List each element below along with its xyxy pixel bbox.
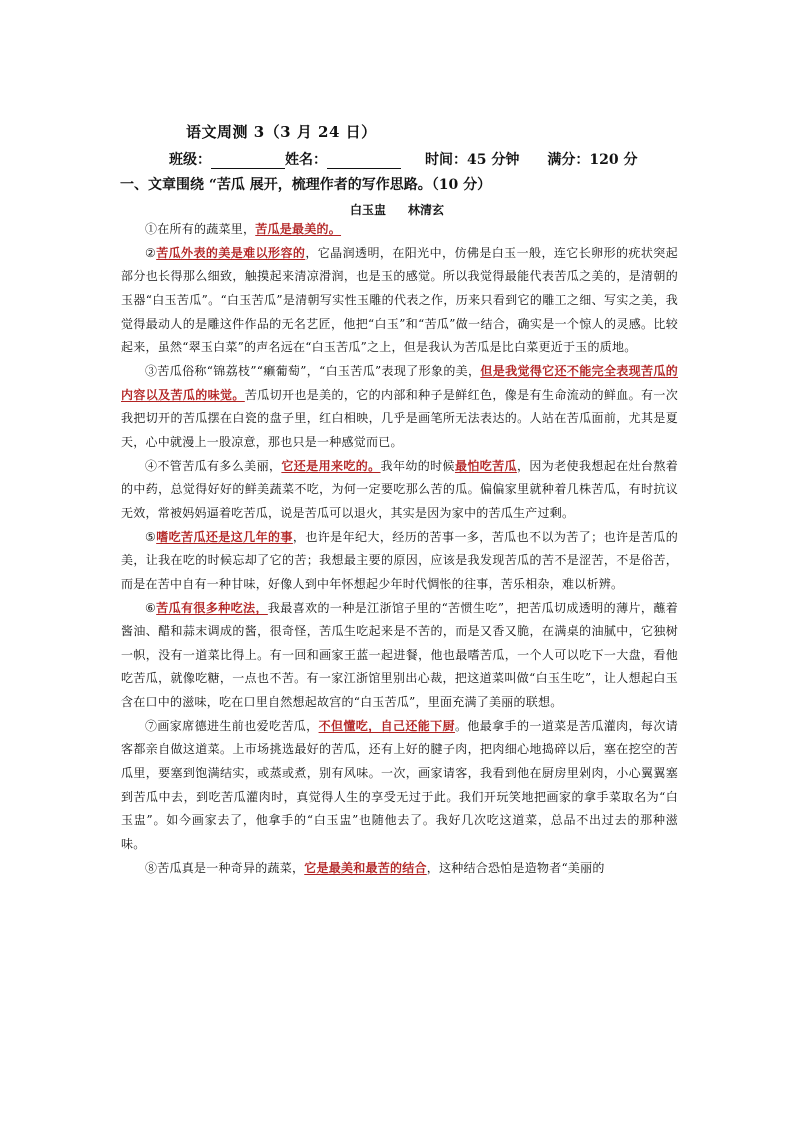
paragraph-text: 。他最拿手的一道菜是苦瓜灌肉，每次请客都亲自做这道菜。上市场挑选最好的苦瓜，还有上好的腱子肉，把肉细心地捣碎以后，塞在挖空的苦瓜里，要塞到饱满结实，或蒸或煮，别有风味。一次，画家请客，我看到他在厨房里剁肉，小心翼翼塞到苦瓜中去，到吃苦瓜灌肉时，真觉得人生的享受无过于此。我们开玩笑地把画家的拿手菜取名为“白玉盅”。如今画家去了，他拿手的“白玉盅”也随他去了。我好几次吃这道菜，总品不出过去的那种滋味。 <box>121 718 678 852</box>
question-prompt: 一、文章围绕 “苦瓜 展开，梳理作者的写作思路。（10 分） <box>120 177 492 193</box>
time-info: 时间：45 分钟 <box>425 152 520 168</box>
highlighted-phrase: 它还是用来吃的。 <box>281 458 381 473</box>
highlighted-phrase: 苦瓜有很多种吃法， <box>156 600 268 615</box>
highlighted-phrase: 苦瓜是最美的。 <box>255 222 342 236</box>
paragraph-text: ⑤ <box>145 529 157 544</box>
essay-paragraph <box>121 715 678 857</box>
paragraph-text: 我年幼的时候 <box>380 458 455 473</box>
essay-title: 白玉盅 <box>349 203 386 217</box>
info-row <box>169 149 637 169</box>
paragraph-text: ，也许是年纪大，经历的苦事一多，苦瓜也不以为苦了；也许是苦瓜的美，让我在吃的时候忘却了它的苦；我想最主要的原因，应该是我发现苦瓜的苦不是涩苦，不是俗苦，而是在苦中自有一种甘味，好像人到中年怀想起少年时代惆怅的往事，苦乐相杂，难以析辨。 <box>121 529 678 591</box>
essay-paragraph <box>121 597 678 715</box>
essay-paragraph <box>121 857 678 881</box>
highlighted-phrase: 最怕吃苦瓜 <box>454 458 517 473</box>
essay-paragraph <box>121 242 678 360</box>
paragraph-text: ④不管苦瓜有多么美丽， <box>145 458 282 473</box>
paragraph-text: ⑥ <box>145 600 157 615</box>
essay-paragraph <box>121 218 678 242</box>
highlighted-phrase: 苦瓜外表的美是难以形容的 <box>156 245 306 260</box>
highlighted-phrase: 它是最美和最苦的结合 <box>304 860 427 875</box>
paragraph-text: ，因为老使我想起在灶台熬着的中药，总觉得好好的鲜美蔬菜不吃，为何一定要吃那么苦的瓜。偏偏家里就种着几株苦瓜，有时抗议无效，常被妈妈逼着吃苦瓜，说是苦瓜可以退火，其实是因为家中的苦瓜生产过剩。 <box>121 458 678 520</box>
score-info: 满分：120 分 <box>547 152 638 168</box>
essay-paragraph <box>121 360 678 455</box>
name-label: 姓名： <box>285 152 327 168</box>
class-label: 班级： <box>169 152 211 168</box>
highlighted-phrase: 嗜吃苦瓜还是这几年的事 <box>156 529 293 544</box>
name-field[interactable] <box>327 154 401 169</box>
paragraph-text: 苦瓜切开也是美的，它的内部和种子是鲜红色，像是有生命流动的鲜血。有一次我把切开的苦瓜摆在白瓷的盘子里，红白相映，几乎是画笔所无法表达的。人站在苦瓜面前，尤其是夏天，心中就漫上一股凉意，那也只是一种感觉而已。 <box>121 387 678 449</box>
class-field[interactable] <box>211 154 285 169</box>
essay-paragraph <box>121 526 678 597</box>
paragraph-text: ，它晶润透明，在阳光中，仿佛是白玉一般，连它长卵形的疣状突起部分也长得那么细致，触摸起来清凉滑润，也是玉的感觉。所以我觉得最能代表苦瓜之美的，是清朝的玉器“白玉苦瓜”。“白玉苦瓜”是清朝写实性玉雕的代表之作，历来只看到它的雕工之细、写实之美，我觉得最动人的是雕这件作品的无名艺匠，他把“白玉”和“苦瓜”做一结合，确实是一个惊人的灵感。比较起来，虽然“翠玉白菜”的声名远在“白玉苦瓜”之上，但是我认为苦瓜是比白菜更近于玉的质地。 <box>121 245 678 355</box>
paragraph-text: ② <box>145 245 157 260</box>
paragraph-text: ⑧苦瓜真是一种奇异的蔬菜， <box>145 860 305 875</box>
page-title: 语文周测 3（3 月 24 日） <box>186 123 377 141</box>
paragraph-text: ，这种结合恐怕是造物者“美丽的 <box>426 860 605 875</box>
paragraph-text: ③苦瓜俗称“锦荔枝”“癞葡萄”，“白玉苦瓜”表现了形象的美， <box>145 363 481 378</box>
highlighted-phrase: 不但懂吃，自己还能下厨 <box>318 718 455 733</box>
paragraph-text: 我最喜欢的一种是江浙馆子里的“苦惯生吃”，把苦瓜切成透明的薄片，蘸着酱油、醋和蒜末调成的酱，很奇怪，苦瓜生吃起来是不苦的，而是又香又脆，在满桌的油腻中，它独树一帜，没有一道菜比得上。有一回和画家王蓝一起进餐，他也最嗜苦瓜，一个人可以吃下一大盘，看他吃苦瓜，就像吃糖，一点也不苦。有一家江浙馆里别出心裁，把这道菜叫做“白玉生吃”，让人想起白玉含在口中的滋味，吃在口里自然想起故宫的“白玉苦瓜”，里面充满了美丽的联想。 <box>121 600 678 710</box>
essay-heading <box>0 201 794 218</box>
paragraph-text: ①在所有的蔬菜里， <box>145 222 256 236</box>
essay-author: 林清玄 <box>408 203 445 217</box>
essay-paragraph <box>121 455 678 526</box>
paragraph-text: ⑦画家席德进生前也爱吃苦瓜， <box>145 718 319 733</box>
essay-body <box>121 218 678 880</box>
highlighted-phrase: 但是我觉得它还不能完全表现苦瓜的内容以及苦瓜的味觉。 <box>121 363 678 402</box>
